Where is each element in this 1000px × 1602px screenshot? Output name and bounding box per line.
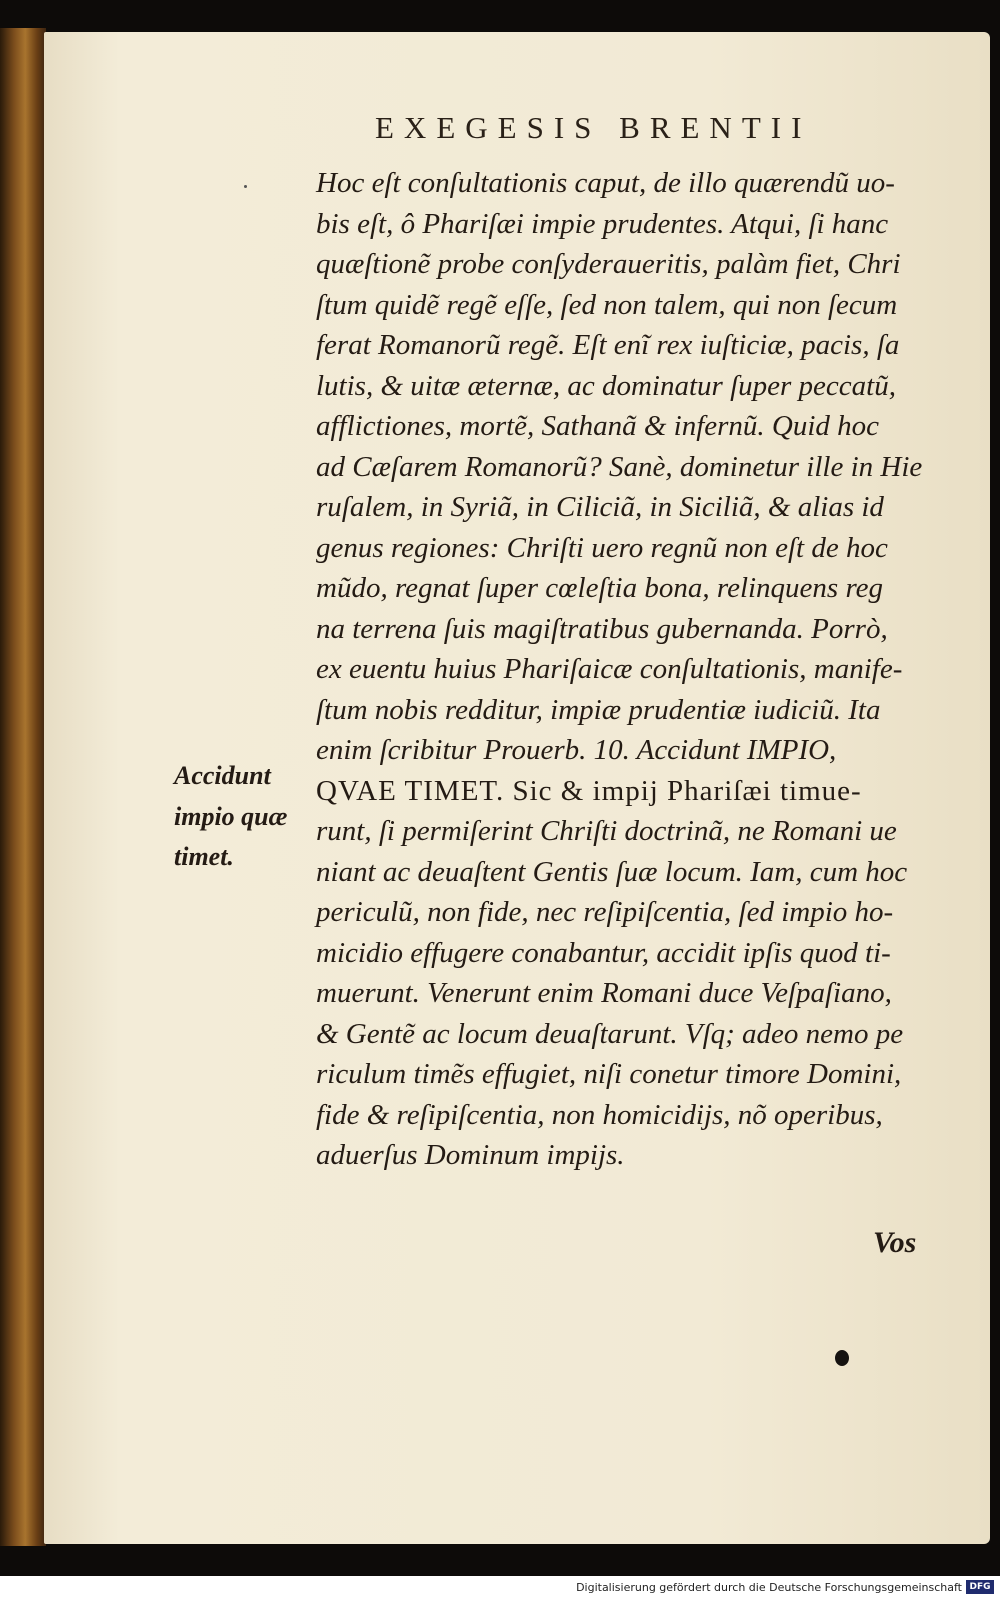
footer-bar	[0, 1576, 1000, 1602]
footer-credit: Digitalisierung gefördert durch die Deutsche Forschungsgemeinschaft	[576, 1581, 962, 1594]
body-text	[316, 163, 951, 1176]
text-line: micidio effugere conabantur, accidit ipſis quod ti-	[316, 936, 891, 969]
text-line: ſtum quidẽ regẽ eſſe, ſed non talem, qui non ſecum	[316, 288, 898, 321]
catchword: Vos	[873, 1226, 917, 1259]
ink-spot	[835, 1350, 849, 1366]
text-line: muerunt. Venerunt enim Romani duce Veſpaſiano,	[316, 977, 892, 1009]
margin-note-line: Accidunt	[174, 761, 271, 790]
dfg-logo: DFG	[966, 1580, 994, 1594]
margin-dot	[244, 185, 247, 188]
margin-note	[174, 756, 304, 878]
text-line: mũdo, regnat ſuper cœleſtia bona, relinquens reg	[316, 572, 884, 604]
text-line: genus regiones: Chriſti uero regnũ non eſt de hoc	[316, 531, 888, 564]
book-edge	[0, 28, 46, 1546]
text-line: na terrena ſuis magiſtratibus gubernanda. Porrò,	[316, 612, 888, 645]
text-line: bis eſt, ô Phariſæi impie prudentes. Atqui, ſi hanc	[316, 207, 889, 240]
text-line: runt, ſi permiſerint Chriſti doctrinã, ne Romani ue	[316, 815, 897, 847]
margin-note-line: timet.	[174, 842, 234, 871]
text-line: QVAE TIMET. Sic & impij Phariſæi timue-	[316, 774, 862, 807]
text-line: ruſalem, in Syriã, in Ciliciã, in Siciliã, & alias id	[316, 491, 884, 523]
text-line: ex euentu huius Phariſaicæ conſultationis, manife-	[316, 653, 903, 685]
text-line: ferat Romanorũ regẽ. Eſt enĩ rex iuſticiæ, pacis, ſa	[316, 329, 900, 361]
running-head: EXEGESIS BRENTII	[375, 110, 812, 145]
text-line: periculũ, non fide, nec reſipiſcentia, ſed impio ho-	[316, 896, 894, 928]
text-line: Hoc eſt conſultationis caput, de illo quærendũ uo-	[316, 167, 895, 199]
margin-note-line: impio quæ	[174, 801, 288, 831]
text-line: riculum timẽs effugiet, niſi conetur timore Domini,	[316, 1058, 902, 1090]
text-line: niant ac deuaſtent Gentis ſuæ locum. Iam, cum hoc	[316, 855, 908, 888]
text-line: aduerſus Dominum impijs.	[316, 1139, 625, 1171]
text-line: fide & reſipiſcentia, non homicidijs, nõ operibus,	[316, 1098, 883, 1131]
text-line: quæſtionẽ probe conſyderaueritis, palàm fiet, Chri	[316, 248, 901, 280]
text-line: ad Cæſarem Romanorũ? Sanè, dominetur ille in Hie	[316, 450, 923, 483]
text-line: & Gentẽ ac locum deuaſtarunt. Vſq; adeo nemo pe	[316, 1017, 904, 1050]
text-line: lutis, & uitæ æternæ, ac dominatur ſuper peccatũ,	[316, 369, 896, 402]
text-line: ſtum nobis redditur, impiæ prudentiæ iudiciũ. Ita	[316, 693, 881, 726]
text-line: afflictiones, mortẽ, Sathanã & infernũ. Quid hoc	[316, 410, 880, 442]
text-line: enim ſcribitur Prouerb. 10. Accidunt IMPIO,	[316, 734, 837, 766]
